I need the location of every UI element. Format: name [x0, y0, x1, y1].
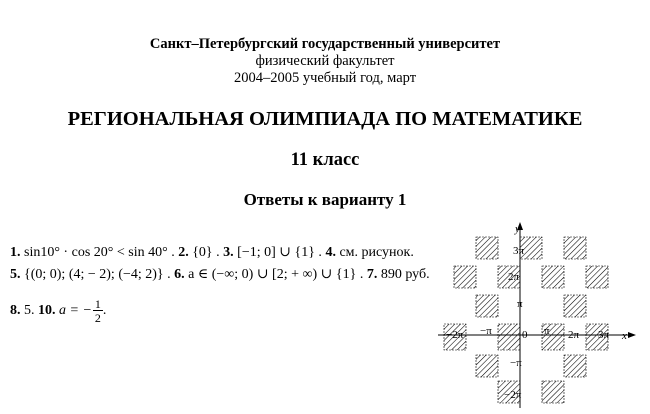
answer-6: a ∈ (−∞; 0) ∪ [2; + ∞) ∪ {1} .	[188, 267, 364, 282]
answer-8-number: 8.	[10, 303, 21, 319]
x-axis-arrow	[628, 332, 636, 338]
university-name: Санкт–Петербургский государственный университет	[149, 36, 501, 52]
y-tick-label: 3π	[513, 245, 525, 257]
grade-heading: 11 класс	[290, 150, 360, 170]
answer-10-fraction	[93, 298, 103, 324]
answer-7: 890 руб.	[380, 267, 430, 282]
academic-year: 2004–2005 учебный год, март	[233, 70, 417, 86]
answer-4-figure	[436, 218, 648, 412]
answer-5: {(0; 0); (4; − 2); (−4; 2)} .	[24, 267, 171, 282]
x-tick-label: −π	[480, 325, 492, 337]
shaded-square	[454, 266, 476, 288]
x-tick-label: 2π	[568, 329, 580, 341]
shaded-square	[542, 381, 564, 403]
answer-6-number: 6.	[174, 267, 185, 282]
answer-8: 5.	[24, 303, 35, 319]
x-tick-label: 0	[522, 329, 528, 341]
shaded-square	[498, 324, 520, 350]
shaded-square	[564, 355, 586, 377]
answer-2-number: 2.	[178, 245, 189, 260]
x-tick-label: −2π	[446, 329, 464, 341]
answer-4-number: 4.	[325, 245, 336, 260]
x-tick-label: π	[544, 325, 550, 337]
shaded-square	[476, 295, 498, 317]
shaded-square	[586, 266, 608, 288]
answer-7-number: 7.	[366, 267, 378, 282]
page-title: РЕГИОНАЛЬНАЯ ОЛИМПИАДА ПО МАТЕМАТИКЕ	[67, 108, 583, 130]
y-axis-label: y	[515, 223, 520, 235]
y-tick-label: −2π	[504, 389, 522, 401]
shaded-squares	[444, 237, 608, 403]
x-tick-label: 3π	[598, 329, 610, 341]
shaded-square	[564, 295, 586, 317]
y-tick-label: π	[517, 298, 523, 310]
answers-line-2	[10, 266, 430, 283]
answer-2: {0} .	[192, 245, 220, 260]
shaded-square	[476, 355, 498, 377]
shaded-square	[476, 237, 498, 259]
fraction-numerator: 1	[94, 297, 101, 311]
x-axis-label: x	[622, 330, 627, 342]
shaded-square	[564, 237, 586, 259]
answer-3: [−1; 0] ∪ {1} .	[237, 245, 322, 260]
answer-10-lhs: a = −	[59, 303, 92, 319]
y-tick-label: 2π	[508, 271, 520, 283]
answer-1: sin10° · cos 20° < sin 40° .	[24, 245, 175, 260]
shaded-square	[542, 266, 564, 288]
answer-1-number: 1.	[10, 245, 21, 260]
answer-4: см. рисунок.	[339, 245, 414, 260]
answers-line-3	[10, 298, 106, 324]
answer-10-end: .	[102, 303, 107, 319]
answer-3-number: 3.	[223, 245, 234, 260]
faculty-name: физический факультет	[255, 53, 395, 69]
y-tick-label: −π	[510, 357, 522, 369]
answers-line-1	[10, 244, 414, 261]
variant-heading: Ответы к варианту 1	[243, 190, 407, 209]
answer-10-number: 10.	[38, 303, 56, 319]
answer-5-number: 5.	[10, 267, 21, 282]
fraction-denominator: 2	[94, 311, 101, 325]
